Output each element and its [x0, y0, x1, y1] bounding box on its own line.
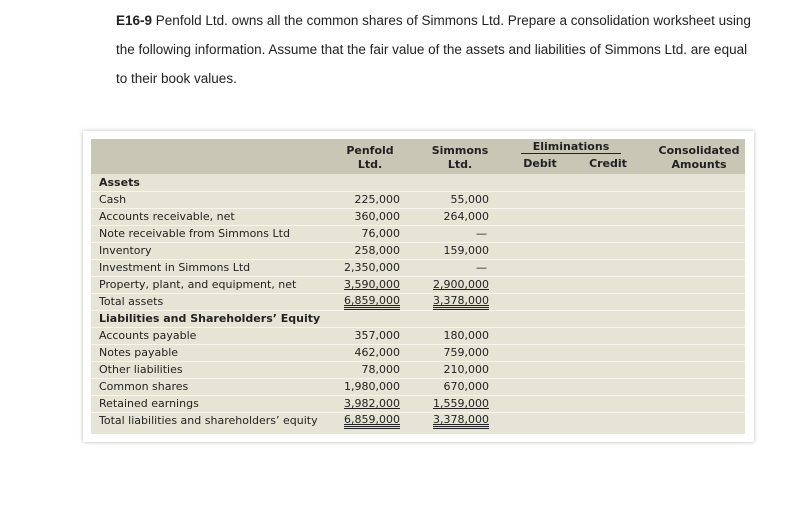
- simmons-value: 210,000: [443, 363, 489, 376]
- problem-statement: [116, 6, 756, 93]
- consolidation-table: [91, 139, 745, 434]
- row-label: Accounts receivable, net: [99, 210, 235, 223]
- table-row: [91, 327, 745, 345]
- total-row: [91, 293, 745, 311]
- table-header: [91, 139, 745, 174]
- simmons-value: 670,000: [443, 380, 489, 393]
- penfold-value: 3,982,000: [344, 397, 400, 410]
- simmons-total: 3,378,000: [433, 295, 489, 310]
- row-label: Inventory: [99, 244, 152, 257]
- table-row: [91, 259, 745, 277]
- table-row: [91, 208, 745, 226]
- simmons-value: 759,000: [443, 346, 489, 359]
- penfold-value: 78,000: [361, 363, 400, 376]
- header-eliminations: Eliminations: [532, 140, 610, 153]
- header-consolidated: Consolidated Amounts: [658, 144, 740, 171]
- row-label: Other liabilities: [99, 363, 183, 376]
- penfold-value: 1,980,000: [344, 380, 400, 393]
- penfold-value: 76,000: [361, 227, 400, 240]
- penfold-value: 357,000: [354, 329, 400, 342]
- penfold-value: 2,350,000: [344, 261, 400, 274]
- section-row: [91, 174, 745, 192]
- simmons-total: 3,378,000: [433, 414, 489, 429]
- row-label: Total liabilities and shareholders’ equity: [99, 414, 318, 427]
- table-row: [91, 344, 745, 362]
- simmons-value: —: [476, 227, 487, 240]
- header-credit: Credit: [589, 157, 627, 170]
- penfold-value: 225,000: [354, 193, 400, 206]
- exercise-text: Penfold Ltd. owns all the common shares of Simmons Ltd. Prepare a consolidation worksheet using the following information. Assume that the fair value of the assets and liabilities of Simmons Ltd. are equal to their book values.: [116, 13, 751, 86]
- section-liabilities: Liabilities and Shareholders’ Equity: [99, 312, 321, 325]
- simmons-value: 1,559,000: [433, 397, 489, 410]
- simmons-value: 264,000: [443, 210, 489, 223]
- row-label: Note receivable from Simmons Ltd: [99, 227, 290, 240]
- penfold-value: 3,590,000: [344, 278, 400, 291]
- row-label: Accounts payable: [99, 329, 197, 342]
- table-row: [91, 242, 745, 260]
- table-row: [91, 225, 745, 243]
- row-label: Investment in Simmons Ltd: [99, 261, 251, 274]
- simmons-value: 180,000: [443, 329, 489, 342]
- total-row: [91, 412, 745, 429]
- section-row: [91, 310, 745, 328]
- penfold-value: 360,000: [354, 210, 400, 223]
- penfold-value: 258,000: [354, 244, 400, 257]
- simmons-value: 159,000: [443, 244, 489, 257]
- row-label: Notes payable: [99, 346, 179, 359]
- row-label: Common shares: [99, 380, 189, 393]
- table-row: [91, 276, 745, 294]
- table-row: [91, 378, 745, 396]
- simmons-value: 2,900,000: [433, 278, 489, 291]
- simmons-value: 55,000: [450, 193, 489, 206]
- exercise-number: E16-9: [116, 13, 153, 28]
- row-label: Retained earnings: [99, 397, 199, 410]
- row-label: Total assets: [99, 295, 164, 308]
- row-label: Cash: [99, 193, 127, 206]
- table-row: [91, 191, 745, 209]
- simmons-value: —: [476, 261, 487, 274]
- eliminations-rule: [521, 153, 621, 154]
- header-debit: Debit: [523, 157, 557, 170]
- penfold-total: 6,859,000: [344, 414, 400, 429]
- header-penfold: Penfold Ltd.: [346, 144, 394, 171]
- table-row: [91, 395, 745, 413]
- penfold-total: 6,859,000: [344, 295, 400, 310]
- section-assets: Assets: [99, 176, 140, 189]
- table-row: [91, 361, 745, 379]
- header-simmons: Simmons Ltd.: [431, 144, 489, 171]
- penfold-value: 462,000: [354, 346, 400, 359]
- worksheet-card: [83, 131, 754, 442]
- row-label: Property, plant, and equipment, net: [99, 278, 297, 291]
